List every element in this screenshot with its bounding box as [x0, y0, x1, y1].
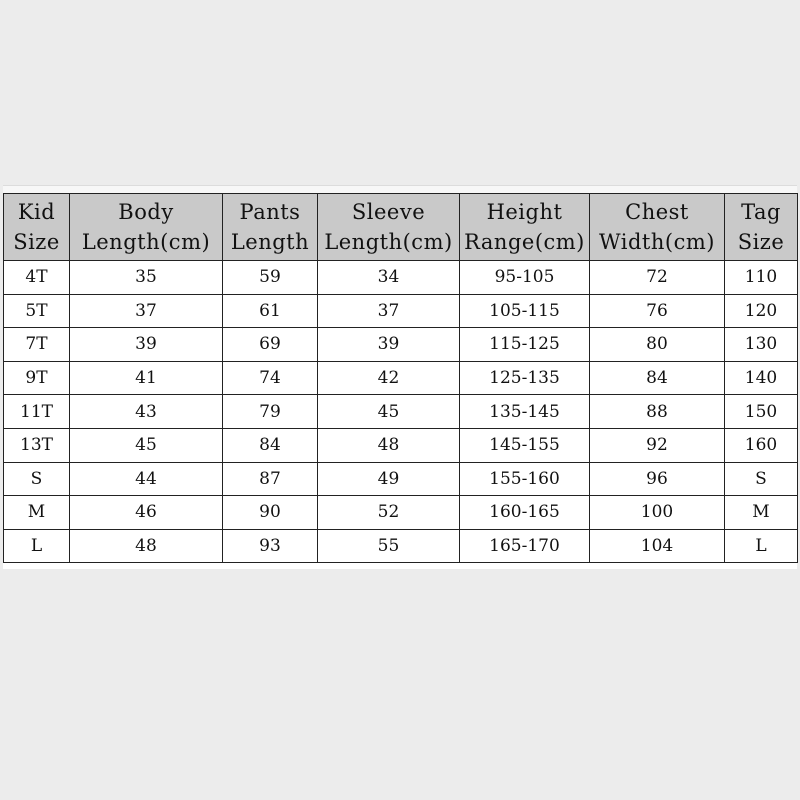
cell-pants-length: 84 — [223, 428, 318, 462]
table-row — [4, 395, 798, 429]
cell-body-length: 43 — [70, 395, 223, 429]
cell-chest-width: 80 — [590, 328, 725, 362]
cell-sleeve-length: 45 — [318, 395, 460, 429]
cell-body-length: 39 — [70, 328, 223, 362]
cell-height-range: 165-170 — [460, 529, 590, 563]
cell-kid-size: 4T — [4, 261, 70, 295]
cell-height-range: 155-160 — [460, 462, 590, 496]
cell-pants-length: 69 — [223, 328, 318, 362]
cell-sleeve-length: 42 — [318, 361, 460, 395]
cell-pants-length: 61 — [223, 294, 318, 328]
table-row — [4, 428, 798, 462]
table-row — [4, 529, 798, 563]
size-chart — [3, 193, 797, 569]
cell-pants-length: 59 — [223, 261, 318, 295]
cell-pants-length: 90 — [223, 496, 318, 530]
cell-tag-size: 140 — [725, 361, 798, 395]
cell-tag-size: 110 — [725, 261, 798, 295]
cell-kid-size: S — [4, 462, 70, 496]
header-chest-width: Chest Width(cm) — [590, 194, 725, 261]
cell-chest-width: 84 — [590, 361, 725, 395]
cell-tag-size: S — [725, 462, 798, 496]
cell-body-length: 48 — [70, 529, 223, 563]
cell-tag-size: L — [725, 529, 798, 563]
table-row — [4, 328, 798, 362]
table-row — [4, 462, 798, 496]
table-row — [4, 294, 798, 328]
header-row — [4, 194, 798, 261]
cell-tag-size: 130 — [725, 328, 798, 362]
cell-height-range: 145-155 — [460, 428, 590, 462]
cell-height-range: 160-165 — [460, 496, 590, 530]
header-height-range: Height Range(cm) — [460, 194, 590, 261]
cell-chest-width: 100 — [590, 496, 725, 530]
cell-tag-size: 150 — [725, 395, 798, 429]
cell-sleeve-length: 49 — [318, 462, 460, 496]
cell-kid-size: 5T — [4, 294, 70, 328]
cell-kid-size: 13T — [4, 428, 70, 462]
cell-height-range: 105-115 — [460, 294, 590, 328]
cell-sleeve-length: 39 — [318, 328, 460, 362]
cell-sleeve-length: 34 — [318, 261, 460, 295]
table-row — [4, 261, 798, 295]
cell-tag-size: 120 — [725, 294, 798, 328]
header-pants-length: Pants Length — [223, 194, 318, 261]
cell-pants-length: 79 — [223, 395, 318, 429]
cell-sleeve-length: 52 — [318, 496, 460, 530]
cell-chest-width: 72 — [590, 261, 725, 295]
cell-kid-size: 11T — [4, 395, 70, 429]
cell-body-length: 35 — [70, 261, 223, 295]
table-row — [4, 496, 798, 530]
cell-chest-width: 88 — [590, 395, 725, 429]
cell-body-length: 44 — [70, 462, 223, 496]
size-table — [3, 193, 798, 563]
cell-height-range: 95-105 — [460, 261, 590, 295]
cell-height-range: 125-135 — [460, 361, 590, 395]
cell-pants-length: 87 — [223, 462, 318, 496]
cell-sleeve-length: 37 — [318, 294, 460, 328]
cell-tag-size: 160 — [725, 428, 798, 462]
cell-height-range: 115-125 — [460, 328, 590, 362]
cell-chest-width: 76 — [590, 294, 725, 328]
cell-kid-size: 9T — [4, 361, 70, 395]
cell-pants-length: 93 — [223, 529, 318, 563]
cell-height-range: 135-145 — [460, 395, 590, 429]
cell-kid-size: 7T — [4, 328, 70, 362]
header-sleeve-length: Sleeve Length(cm) — [318, 194, 460, 261]
cell-chest-width: 96 — [590, 462, 725, 496]
cell-kid-size: M — [4, 496, 70, 530]
header-body-length: Body Length(cm) — [70, 194, 223, 261]
cell-pants-length: 74 — [223, 361, 318, 395]
cell-tag-size: M — [725, 496, 798, 530]
cell-body-length: 37 — [70, 294, 223, 328]
cell-body-length: 46 — [70, 496, 223, 530]
cell-body-length: 45 — [70, 428, 223, 462]
cell-kid-size: L — [4, 529, 70, 563]
header-kid-size: Kid Size — [4, 194, 70, 261]
header-tag-size: Tag Size — [725, 194, 798, 261]
cell-sleeve-length: 55 — [318, 529, 460, 563]
cell-chest-width: 104 — [590, 529, 725, 563]
cell-chest-width: 92 — [590, 428, 725, 462]
cell-body-length: 41 — [70, 361, 223, 395]
table-row — [4, 361, 798, 395]
cell-sleeve-length: 48 — [318, 428, 460, 462]
